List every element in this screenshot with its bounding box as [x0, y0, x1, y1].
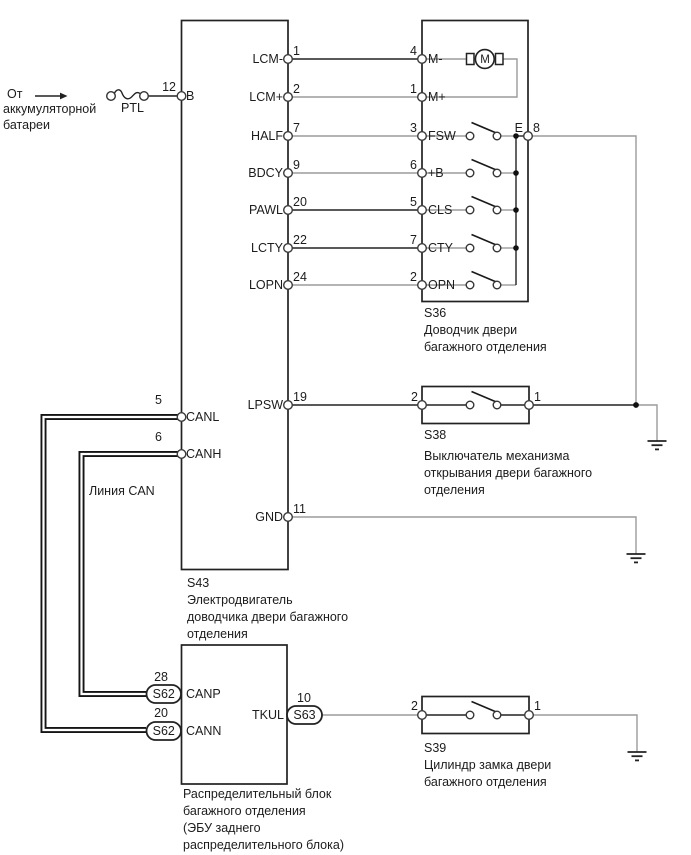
- pin-num-e: 8: [533, 121, 540, 135]
- pin-label-plus-b: +B: [428, 166, 444, 180]
- pin-label-bdcy: BDCY: [248, 166, 283, 180]
- motor-letter: M: [480, 53, 490, 66]
- pin-num: 2: [293, 82, 300, 96]
- feed-text-line2: аккумуляторной: [3, 102, 97, 116]
- pin-label-m-minus: M-: [428, 52, 443, 66]
- connector-s62-label: S62: [152, 724, 175, 738]
- s39-desc-line: Цилиндр замка двери: [424, 758, 552, 772]
- s36-id: S36: [424, 306, 447, 320]
- fuse-icon: [107, 90, 149, 100]
- pin-num: 7: [293, 121, 300, 135]
- s43-desc-line: Электродвигатель: [187, 593, 293, 607]
- pin-num-canl: 5: [155, 393, 162, 407]
- pin-num: 20: [293, 195, 307, 209]
- pin-label-gnd: GND: [255, 510, 283, 524]
- pin-num: 6: [410, 158, 417, 172]
- s38-desc-line: открывания двери багажного: [424, 466, 593, 480]
- feed-arrow-icon: [60, 93, 68, 100]
- pin-label-lpsw: LPSW: [247, 398, 283, 412]
- s43-id: S43: [187, 576, 210, 590]
- pin-num-canh: 6: [155, 430, 162, 444]
- ground-icon: [627, 554, 646, 562]
- junction-block-desc-line: Распределительный блок: [183, 787, 332, 801]
- ground-icon: [648, 441, 667, 449]
- gnd-wire: [288, 517, 636, 554]
- pin-label-cls: CLS: [428, 203, 453, 217]
- s38-pin-2: 2: [411, 390, 418, 404]
- s38-pin-1: 1: [534, 390, 541, 404]
- pin-label-b: B: [186, 89, 195, 103]
- switch-contacts: [466, 132, 501, 719]
- pin-num: 4: [410, 44, 417, 58]
- pin-label-lcm-minus: LCM-: [252, 52, 283, 66]
- pin-label-cann: CANN: [186, 724, 222, 738]
- pin-num-cann: 20: [154, 706, 168, 720]
- junction-dots: [513, 133, 639, 408]
- feed-text-line3: батареи: [3, 118, 50, 132]
- pin-num: 24: [293, 270, 307, 284]
- s39-ground-wire: [533, 715, 637, 752]
- pin-num: 1: [410, 82, 417, 96]
- pin-num: 5: [410, 195, 417, 209]
- pin-label-opn: OPN: [428, 278, 456, 292]
- pin-num-b: 12: [162, 80, 176, 94]
- pin-num-gnd: 11: [293, 502, 306, 516]
- pin-label-fsw: FSW: [428, 129, 456, 143]
- ground-icon: [628, 752, 647, 760]
- pin-label-lopn: LOPN: [248, 278, 283, 292]
- feed-text-line1: От: [7, 87, 23, 101]
- connector-s63-label: S63: [293, 708, 316, 722]
- pin-label-tkul: TKUL: [252, 708, 284, 722]
- pin-label-cty: CTY: [428, 241, 453, 255]
- pin-label-canp: CANP: [186, 687, 221, 701]
- s38-desc-line: Выключатель механизма: [424, 449, 570, 463]
- pin-num: 22: [293, 233, 307, 247]
- fuse-label: PTL: [121, 101, 144, 115]
- pin-num: 1: [293, 44, 300, 58]
- s39-desc-line: багажного отделения: [424, 775, 547, 789]
- connector-s62-label: S62: [152, 687, 175, 701]
- pin-label-half: HALF: [251, 129, 283, 143]
- s39-id: S39: [424, 741, 447, 755]
- s36-desc-line: Доводчик двери: [424, 323, 518, 337]
- pin-label-canl: CANL: [186, 410, 220, 424]
- s39-pin-2: 2: [411, 699, 418, 713]
- junction-block-desc-line: (ЭБУ заднего: [183, 821, 261, 835]
- s43-desc-line: доводчика двери багажного: [187, 610, 349, 624]
- s38-ground-wire: [636, 405, 657, 441]
- pin-num: 9: [293, 158, 300, 172]
- e-to-ground-wire: [532, 136, 636, 405]
- pin-num-tkul: 10: [297, 691, 311, 705]
- pin-label-m-plus: M+: [428, 90, 446, 104]
- pin-num-lpsw: 19: [293, 390, 307, 404]
- junction-block-desc-line: распределительного блока): [183, 838, 344, 852]
- ground-symbols: [627, 441, 667, 760]
- pin-label-canh: CANH: [186, 447, 222, 461]
- s36-desc-line: багажного отделения: [424, 340, 547, 354]
- pin-label-lcm-plus: LCM+: [249, 90, 283, 104]
- s39-pin-1: 1: [534, 699, 541, 713]
- pin-num-canp: 28: [154, 670, 168, 684]
- pin-label-pawl: PAWL: [248, 203, 283, 217]
- can-line-label: Линия CAN: [89, 484, 155, 498]
- pin-label-e: E: [514, 121, 523, 135]
- s38-id: S38: [424, 428, 447, 442]
- junction-block-desc-line: багажного отделения: [183, 804, 306, 818]
- pin-label-lcty: LCTY: [251, 241, 283, 255]
- s38-desc-line: отделения: [424, 483, 485, 497]
- pin-num: 3: [410, 121, 417, 135]
- pin-num: 2: [410, 270, 417, 284]
- pin-num: 7: [410, 233, 417, 247]
- s43-desc-line: отделения: [187, 627, 248, 641]
